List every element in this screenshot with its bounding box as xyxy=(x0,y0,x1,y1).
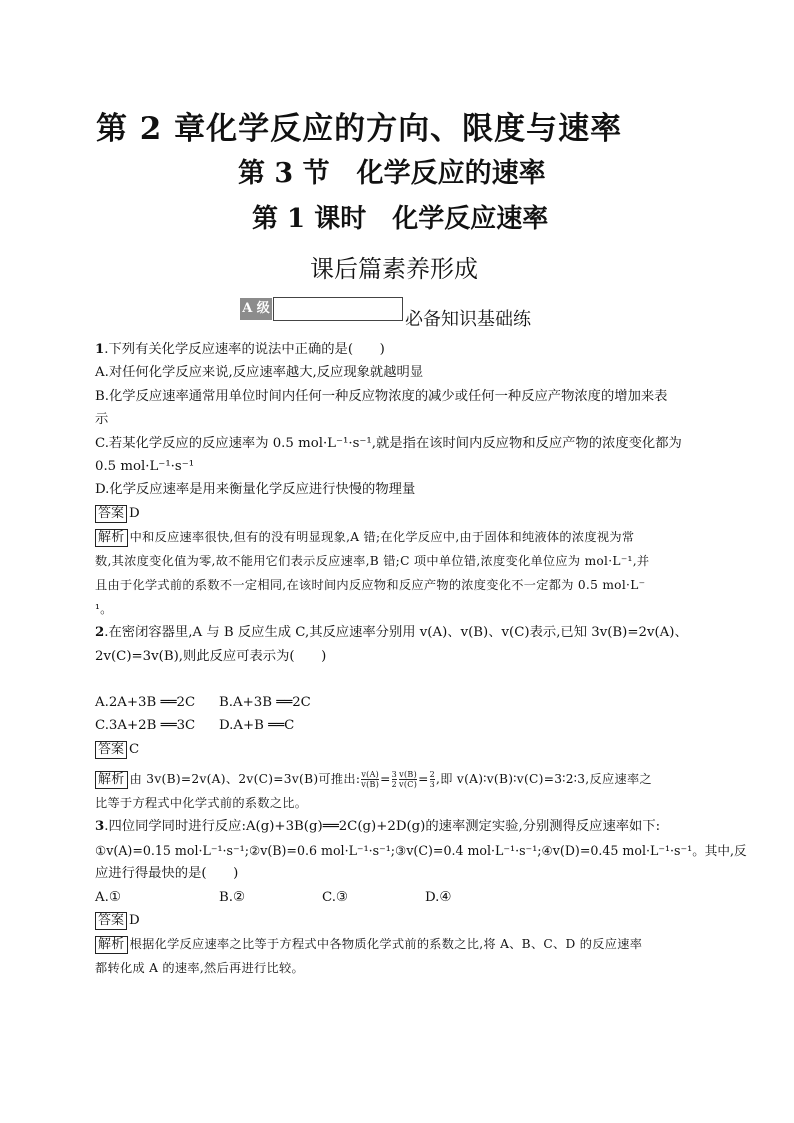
q3-option-a: A.① xyxy=(95,889,121,905)
q2-stem-line2: 2v(C)=3v(B),则此反应可表示为( ) xyxy=(95,648,327,664)
q1-number: 1 xyxy=(95,342,105,357)
q1-stem: .下列有关化学反应速率的说法中正确的是( ) xyxy=(104,342,385,357)
level-label: 必备知识基础练 xyxy=(405,309,531,330)
q1-option-a: A.对任何化学反应来说,反应速率越大,反应现象就越明显 xyxy=(95,365,424,381)
q1-option-c-line1: C.若某化学反应的反应速率为 0.5 mol·L⁻¹·s⁻¹,就是指在该时间内反应物和反应产物的浓度变化都为 xyxy=(95,435,682,451)
q3-exp-line2: 都转化成 A 的速率,然后再进行比较。 xyxy=(95,961,304,976)
q1-answer: D xyxy=(129,505,140,521)
q1-option-b-line1: B.化学反应速率通常用单位时间内任何一种反应物浓度的减少或任何一种反应产物浓度的增加来表 xyxy=(95,388,668,404)
level-score-box xyxy=(273,297,403,321)
q1-exp-line3: 且由于化学式前的系数不一定相同,在该时间内反应物和反应产物的浓度变化不一定都为 0.5 mol·L⁻ xyxy=(95,578,646,593)
explanation-tag: 解析 xyxy=(95,771,128,789)
q3-stem-line2: ①v(A)=0.15 mol·L⁻¹·s⁻¹;②v(B)=0.6 mol·L⁻¹·s⁻¹;③v(C)=0.4 mol·L⁻¹·s⁻¹;④v(D)=0.45 mol·L⁻¹·s⁻¹。其中,反 xyxy=(95,842,747,858)
level-header xyxy=(240,296,531,330)
question-2 xyxy=(95,621,707,815)
q2-answer: C xyxy=(129,741,140,757)
q2-option-b: B.A+3B ══2C xyxy=(219,695,311,711)
q1-exp-line4: ¹。 xyxy=(95,602,113,617)
answer-tag: 答案 xyxy=(95,505,127,523)
q3-answer: D xyxy=(129,912,140,928)
q1-option-d: D.化学反应速率是用来衡量化学反应进行快慢的物理量 xyxy=(95,482,416,498)
subtitle: 课后篇素养形成 xyxy=(310,255,478,283)
q2-option-a: A.2A+3B ══2C xyxy=(95,695,196,711)
question-1 xyxy=(95,338,707,621)
fraction-3-2: $\frac{3}{2}$ xyxy=(391,770,398,790)
q3-stem-line1: .四位同学同时进行反应:A(g)+3B(g)══2C(g)+2D(g)的速率测定实验,分别测得反应速率如下: xyxy=(104,819,661,835)
q3-option-d: D.④ xyxy=(425,889,452,905)
lesson-title: 第 1 课时 化学反应速率 xyxy=(252,204,549,234)
fraction-va-vb: $\frac{v(A)}{v(B)}$ xyxy=(361,770,380,790)
answer-tag: 答案 xyxy=(95,912,127,930)
q2-stem-line1: .在密闭容器里,A 与 B 反应生成 C,其反应速率分别用 v(A)、v(B)、v(C)表示,已知 3v(B)=2v(A)、 xyxy=(104,625,688,641)
q3-number: 3 xyxy=(95,819,105,835)
explanation-tag: 解析 xyxy=(95,936,128,954)
answer-tag: 答案 xyxy=(95,741,127,759)
fraction-2-3: $\frac{2}{3}$ xyxy=(429,770,436,790)
level-badge: A 级 xyxy=(240,298,272,320)
question-list xyxy=(95,338,747,980)
q2-option-d: D.A+B ══C xyxy=(219,718,295,734)
q3-option-c: C.③ xyxy=(322,889,348,905)
fraction-vb-vc: $\frac{v(B)}{v(C)}$ xyxy=(399,770,418,790)
q1-exp-line2: 数,其浓度变化值为零,故不能用它们表示反应速率,B 错;C 项中单位错,浓度变化单位应为 mol·L⁻¹,并 xyxy=(95,554,650,569)
q2-number: 2 xyxy=(95,625,105,641)
q1-explanation xyxy=(95,525,707,621)
explanation-tag: 解析 xyxy=(95,529,128,547)
q2-explanation: 解析 由 3v(B)=2v(A)、2v(C)=3v(B)可推出: $\frac{v(A)}{v(B)}$ = $\frac{3}{2}$ $\frac{v(B)}{v(C)}$ = $\frac{2}{3}$ ,即 v(A)∶v(B)∶v(C)=3∶2∶3,反应速率之 比等于方程式中化学式前的系数之比。 xyxy=(95,767,707,815)
chapter-title: 第 2 章化学反应的方向、限度与速率 xyxy=(96,111,623,147)
question-3 xyxy=(95,815,747,980)
q1-option-c-line2: 0.5 mol·L⁻¹·s⁻¹ xyxy=(95,459,195,475)
q2-exp-line2: 比等于方程式中化学式前的系数之比。 xyxy=(95,796,308,811)
section-title: 第 3 节 化学反应的速率 xyxy=(238,158,546,189)
q1-exp-line1: 中和反应速率很快,但有的没有明显现象,A 错;在化学反应中,由于固体和纯液体的浓度视为常 xyxy=(129,530,635,545)
q2-exp-post: ,即 v(A)∶v(B)∶v(C)=3∶2∶3,反应速率之 xyxy=(436,772,652,787)
q1-option-b-line2: 示 xyxy=(95,412,109,428)
q3-stem-line3: 应进行得最快的是( ) xyxy=(95,866,239,882)
q3-option-b: B.② xyxy=(219,889,245,905)
q2-option-c: C.3A+2B ══3C xyxy=(95,718,196,734)
q3-exp-line1: 根据化学反应速率之比等于方程式中各物质化学式前的系数之比,将 A、B、C、D 的反应速率 xyxy=(129,937,643,952)
q3-explanation xyxy=(95,932,707,980)
q2-exp-pre: 由 3v(B)=2v(A)、2v(C)=3v(B)可推出: xyxy=(129,772,361,787)
